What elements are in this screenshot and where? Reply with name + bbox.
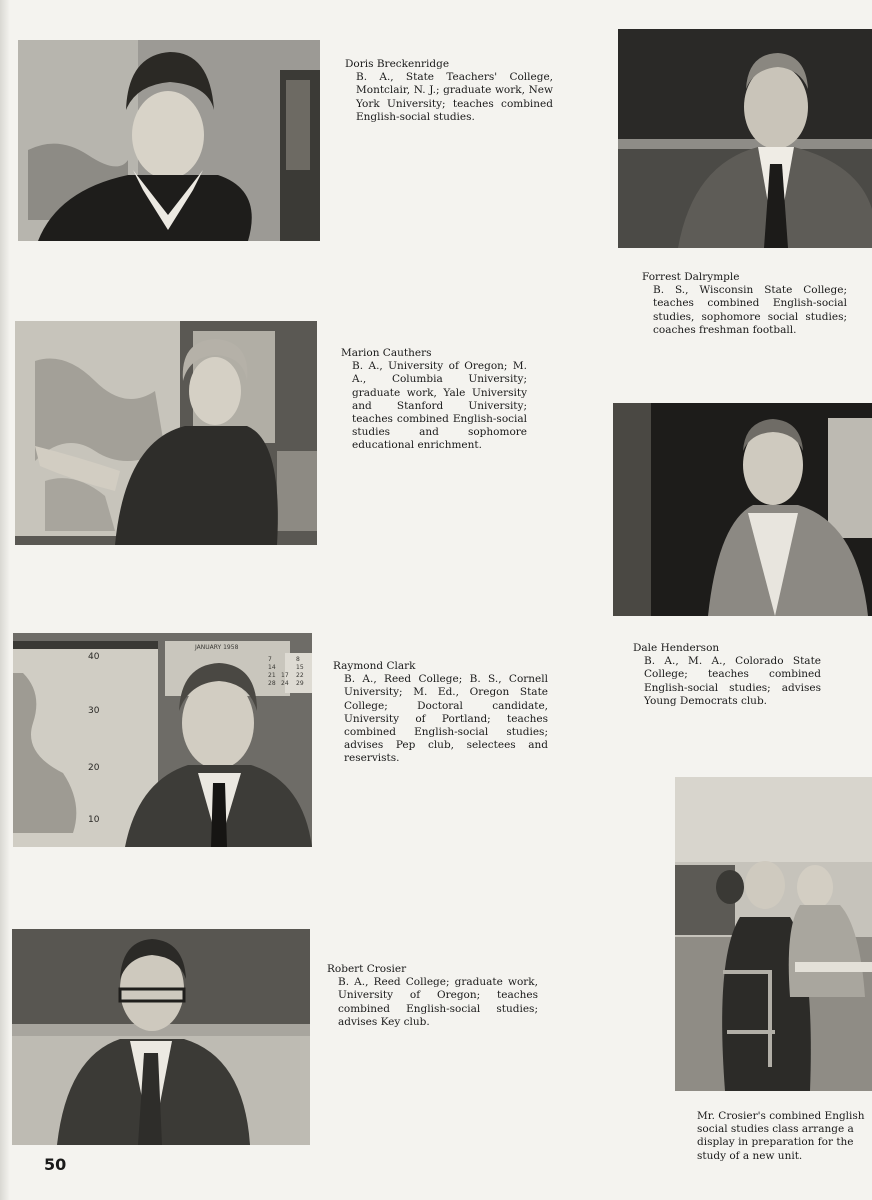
map-grid-label: 30 (88, 706, 100, 716)
calendar-date: 15 (296, 664, 304, 671)
faculty-name: Doris Breckenridge (345, 58, 450, 70)
calendar-date: 22 (296, 672, 304, 679)
faculty-bio: B. A., Reed College; B. S., Cornell University; M. Ed., Oregon State College; Doctoral candidate, University of Portland; teaches combined English-social studies; advises Pep club, selectees and reservists. (344, 673, 548, 765)
photo-class-display (675, 777, 872, 1091)
caption-raymond-clark (333, 660, 548, 766)
caption-class-display: Mr. Crosier's combined English social studies class arrange a display in preparation for the study of a new unit. (697, 1110, 865, 1162)
photo-raymond-clark (13, 633, 312, 847)
map-grid-label: 20 (88, 763, 100, 773)
calendar-month: JANUARY 1958 (195, 644, 239, 651)
calendar-date: 17 (281, 672, 289, 679)
faculty-name: Dale Henderson (633, 642, 720, 654)
faculty-bio: B. A., Reed College; graduate work, University of Oregon; teaches combined English-social studies; advises Key club. (338, 976, 538, 1028)
faculty-name: Forrest Dalrymple (642, 271, 740, 283)
calendar-date: 8 (296, 656, 300, 663)
calendar-date: 14 (268, 664, 276, 671)
caption-doris-breckenridge (345, 58, 553, 124)
page-number: 50 (44, 1155, 67, 1174)
calendar-date: 28 (268, 680, 276, 687)
caption-dale-henderson (633, 642, 821, 708)
faculty-bio: B. S., Wisconsin State College; teaches combined English-social studies, sophomore social studies; coaches freshman football. (653, 284, 847, 336)
photo-dale-henderson (613, 403, 872, 616)
caption-marion-cauthers (341, 347, 527, 453)
faculty-bio: B. A., M. A., Colorado State College; teaches combined English-social studies; advises Young Democrats club. (644, 655, 821, 707)
faculty-name: Robert Crosier (327, 963, 407, 975)
photo-marion-cauthers (15, 321, 317, 545)
faculty-bio: B. A., University of Oregon; M. A., Columbia University; graduate work, Yale University and Stanford University; teaches combined English-social studies and sophomore educational enrichment. (352, 360, 527, 452)
map-grid-label: 40 (88, 652, 100, 662)
photo-doris-breckenridge (18, 40, 320, 241)
faculty-bio: B. A., State Teachers' College, Montclair, N. J.; graduate work, New York University; teaches combined English-social studies. (356, 71, 553, 123)
faculty-name: Marion Cauthers (341, 347, 432, 359)
photo-robert-crosier (12, 929, 310, 1145)
calendar-date: 29 (296, 680, 304, 687)
faculty-name: Raymond Clark (333, 660, 416, 672)
photo-forrest-dalrymple (618, 29, 872, 248)
calendar-date: 7 (268, 656, 272, 663)
calendar-date: 24 (281, 680, 289, 687)
caption-forrest-dalrymple (642, 271, 847, 337)
map-grid-label: 10 (88, 815, 100, 825)
calendar-date: 21 (268, 672, 276, 679)
page-edge (0, 0, 10, 1200)
caption-robert-crosier (327, 963, 538, 1029)
